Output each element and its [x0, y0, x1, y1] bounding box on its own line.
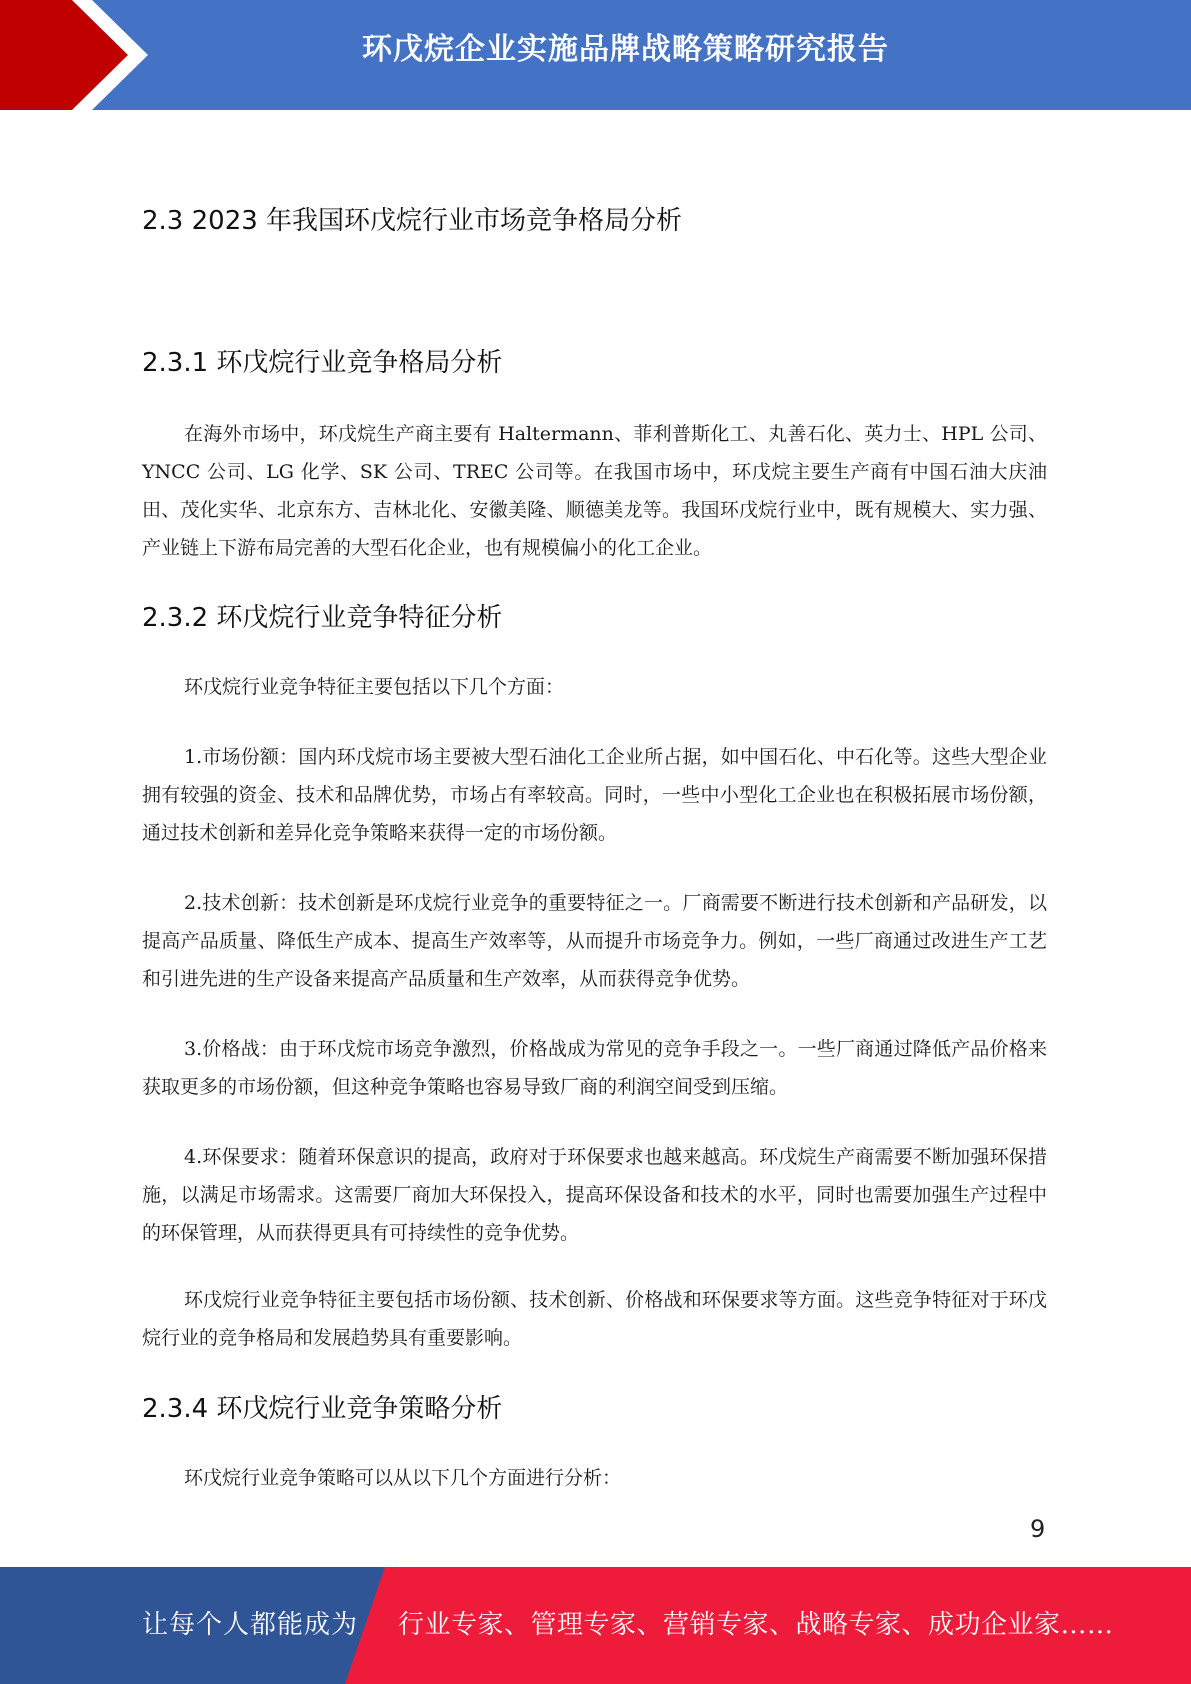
- report-footer-banner: [0, 1567, 1191, 1684]
- report-title: 环戊烷企业实施品牌战略策略研究报告: [362, 32, 889, 67]
- report-header-banner: [0, 0, 1191, 110]
- section-2-3-2-environmental: 4.环保要求：随着环保意识的提高，政府对于环保要求也越来越高。环戊烷生产商需要不断加强环保措施，以满足市场需求。这需要厂商加大环保投入，提高环保设备和技术的水平，同时也需要加强生产过程中的环保管理，从而获得更具有可持续性的竞争优势。: [142, 1146, 1047, 1244]
- footer-slogan-left: 让每个人都能成为: [142, 1610, 359, 1640]
- section-2-3-1-heading: 2.3.1 环戊烷行业竞争格局分析: [142, 348, 503, 378]
- section-2-3-2-market-share: 1.市场份额：国内环戊烷市场主要被大型石油化工企业所占据，如中国石化、中石化等。这些大型企业拥有较强的资金、技术和品牌优势，市场占有率较高。同时，一些中小型化工企业也在积极拓展市场份额，通过技术创新和差异化竞争策略来获得一定的市场份额。: [142, 746, 1047, 844]
- section-2-3-4-intro: 环戊烷行业竞争策略可以从以下几个方面进行分析：: [184, 1467, 622, 1489]
- section-2-3-4-heading: 2.3.4 环戊烷行业竞争策略分析: [142, 1394, 503, 1424]
- section-2-3-1-paragraph: 在海外市场中，环戊烷生产商主要有 Haltermann、菲利普斯化工、丸善石化、英力士、HPL 公司、YNCC 公司、LG 化学、SK 公司、TREC 公司等。在我国市场中，环戊烷主要生产商有中国石油大庆油田、茂化实华、北京东方、吉林北化、安徽美隆、顺德美龙等。我国环戊烷行业中，既有规模大、实力强、产业链上下游布局完善的大型石化企业，也有规模偏小的化工企业。: [142, 423, 1047, 559]
- section-2-3-2-tech-innovation: 2.技术创新：技术创新是环戊烷行业竞争的重要特征之一。厂商需要不断进行技术创新和产品研发，以提高产品质量、降低生产成本、提高生产效率等，从而提升市场竞争力。例如，一些厂商通过改进生产工艺和引进先进的生产设备来提高产品质量和生产效率，从而获得竞争优势。: [142, 892, 1047, 990]
- section-2-3-heading: 2.3 2023 年我国环戊烷行业市场竞争格局分析: [142, 206, 683, 236]
- section-2-3-2-heading: 2.3.2 环戊烷行业竞争特征分析: [142, 603, 503, 633]
- section-2-3-2-summary: 环戊烷行业竞争特征主要包括市场份额、技术创新、价格战和环保要求等方面。这些竞争特征对于环戊烷行业的竞争格局和发展趋势具有重要影响。: [142, 1289, 1047, 1349]
- footer-slogan-right: 行业专家、管理专家、营销专家、战略专家、成功企业家……: [398, 1610, 1114, 1640]
- page-number: 9: [1030, 1515, 1046, 1543]
- section-2-3-2-intro: 环戊烷行业竞争特征主要包括以下几个方面：: [184, 676, 565, 698]
- section-2-3-2-price-war: 3.价格战：由于环戊烷市场竞争激烈，价格战成为常见的竞争手段之一。一些厂商通过降低产品价格来获取更多的市场份额，但这种竞争策略也容易导致厂商的利润空间受到压缩。: [142, 1038, 1047, 1098]
